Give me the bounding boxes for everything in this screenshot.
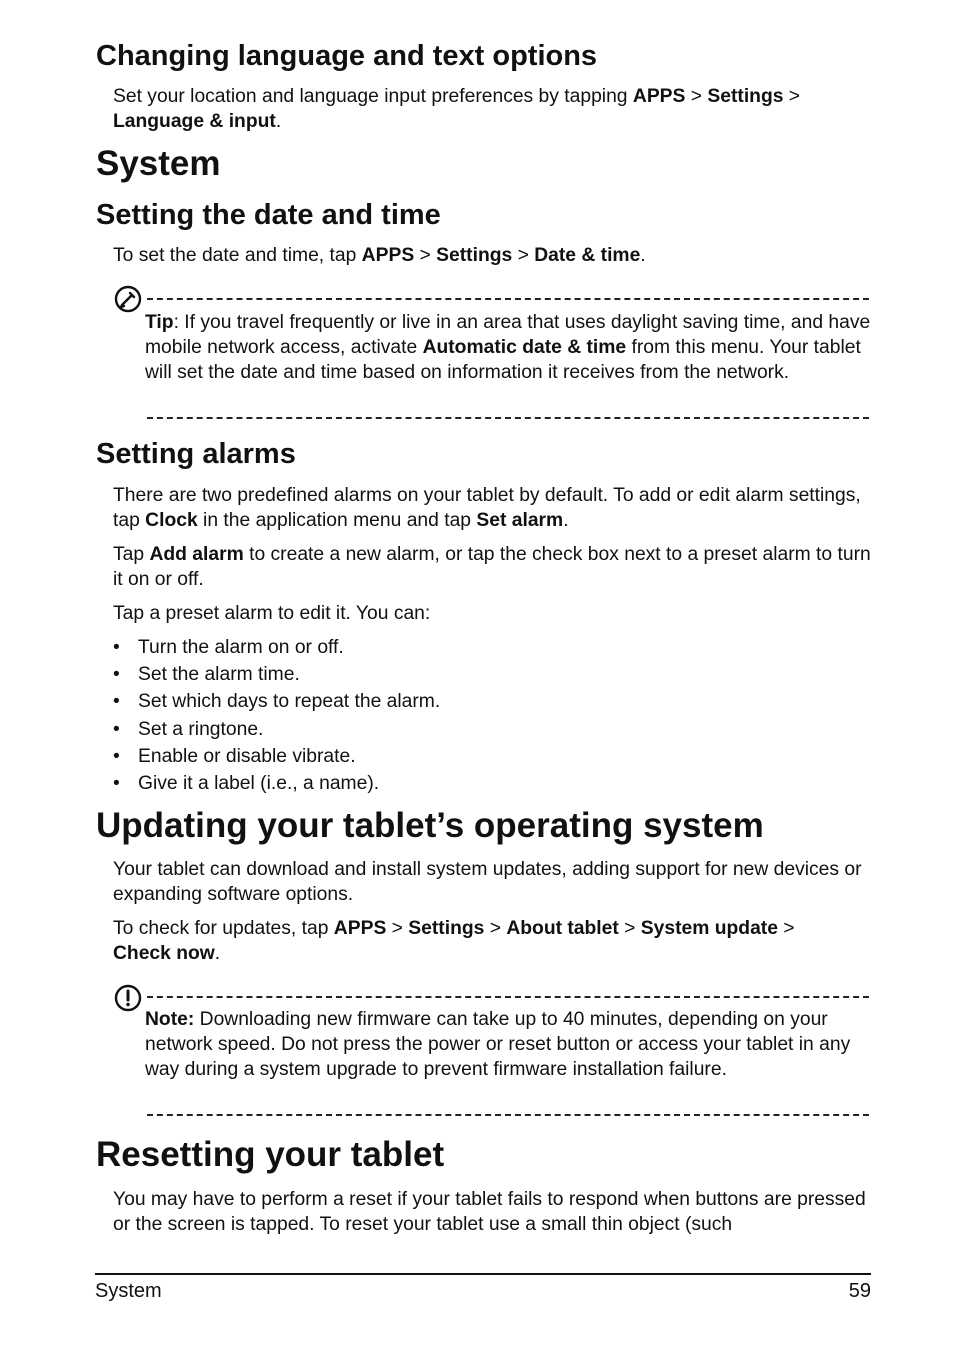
paragraph-date-time: To set the date and time, tap APPS > Settings > Date & time. [113,245,646,266]
heading-system: System [96,144,221,183]
exclamation-icon [113,983,143,1013]
tip-text: Tip: If you travel frequently or live in an area that uses daylight saving time, and have mobile network access, activate Automatic date & time from this menu. Your tablet will set the date and time based on information it receives from the network. [145,312,871,383]
tip-pen-icon [113,284,143,314]
bullet-icon: • [113,773,120,795]
paragraph-alarms-3: Tap a preset alarm to edit it. You can: [113,603,431,624]
paragraph-resetting: You may have to perform a reset if your tablet fails to respond when buttons are pressed or the screen is tapped. To reset your tablet use a small thin object (such [113,1189,866,1235]
heading-alarms: Setting alarms [96,438,296,470]
paragraph-updating-2: To check for updates, tap APPS > Settings > About tablet > System update > Check now. [113,918,795,964]
alarm-options-list [113,634,440,797]
paragraph-updating-1: Your tablet can download and install system updates, adding support for new devices or expanding software options. [113,859,862,905]
note-bottom-divider [147,1114,869,1116]
bullet-icon: • [113,664,120,686]
footer-section-title: System [95,1280,162,1302]
bullet-icon: • [113,691,120,713]
list-item: • Give it a label (i.e., a name). [113,770,440,797]
list-item: • Set a ringtone. [113,716,440,743]
bullet-icon: • [113,718,120,740]
bullet-icon: • [113,745,120,767]
paragraph-alarms-2: Tap Add alarm to create a new alarm, or tap the check box next to a preset alarm to turn it on or off. [113,544,871,590]
paragraph-alarms-1: There are two predefined alarms on your tablet by default. To add or edit alarm settings, tap Clock in the application menu and tap Set alarm. [113,485,861,531]
heading-date-time: Setting the date and time [96,199,441,231]
tip-bottom-divider [147,417,869,419]
note-top-divider [147,996,869,998]
heading-resetting: Resetting your tablet [96,1135,445,1174]
note-text: Note: Downloading new firmware can take up to 40 minutes, depending on your network speed. Do not press the power or reset button or access your tablet in any way during a system upgrade to prevent firmware installation failure. [145,1009,851,1080]
footer-rule [95,1273,871,1275]
heading-language: Changing language and text options [96,40,598,72]
tip-top-divider [147,298,869,300]
bullet-icon: • [113,637,120,658]
list-item: • Enable or disable vibrate. [113,743,440,770]
paragraph-language: Set your location and language input preferences by tapping APPS > Settings > Language & input. [113,86,801,132]
page-number: 59 [848,1280,871,1302]
heading-updating: Updating your tablet’s operating system [96,806,764,845]
list-item: • Set which days to repeat the alarm. [113,688,440,715]
list-item: • Turn the alarm on or off. [113,634,440,661]
list-item: • Set the alarm time. [113,661,440,688]
